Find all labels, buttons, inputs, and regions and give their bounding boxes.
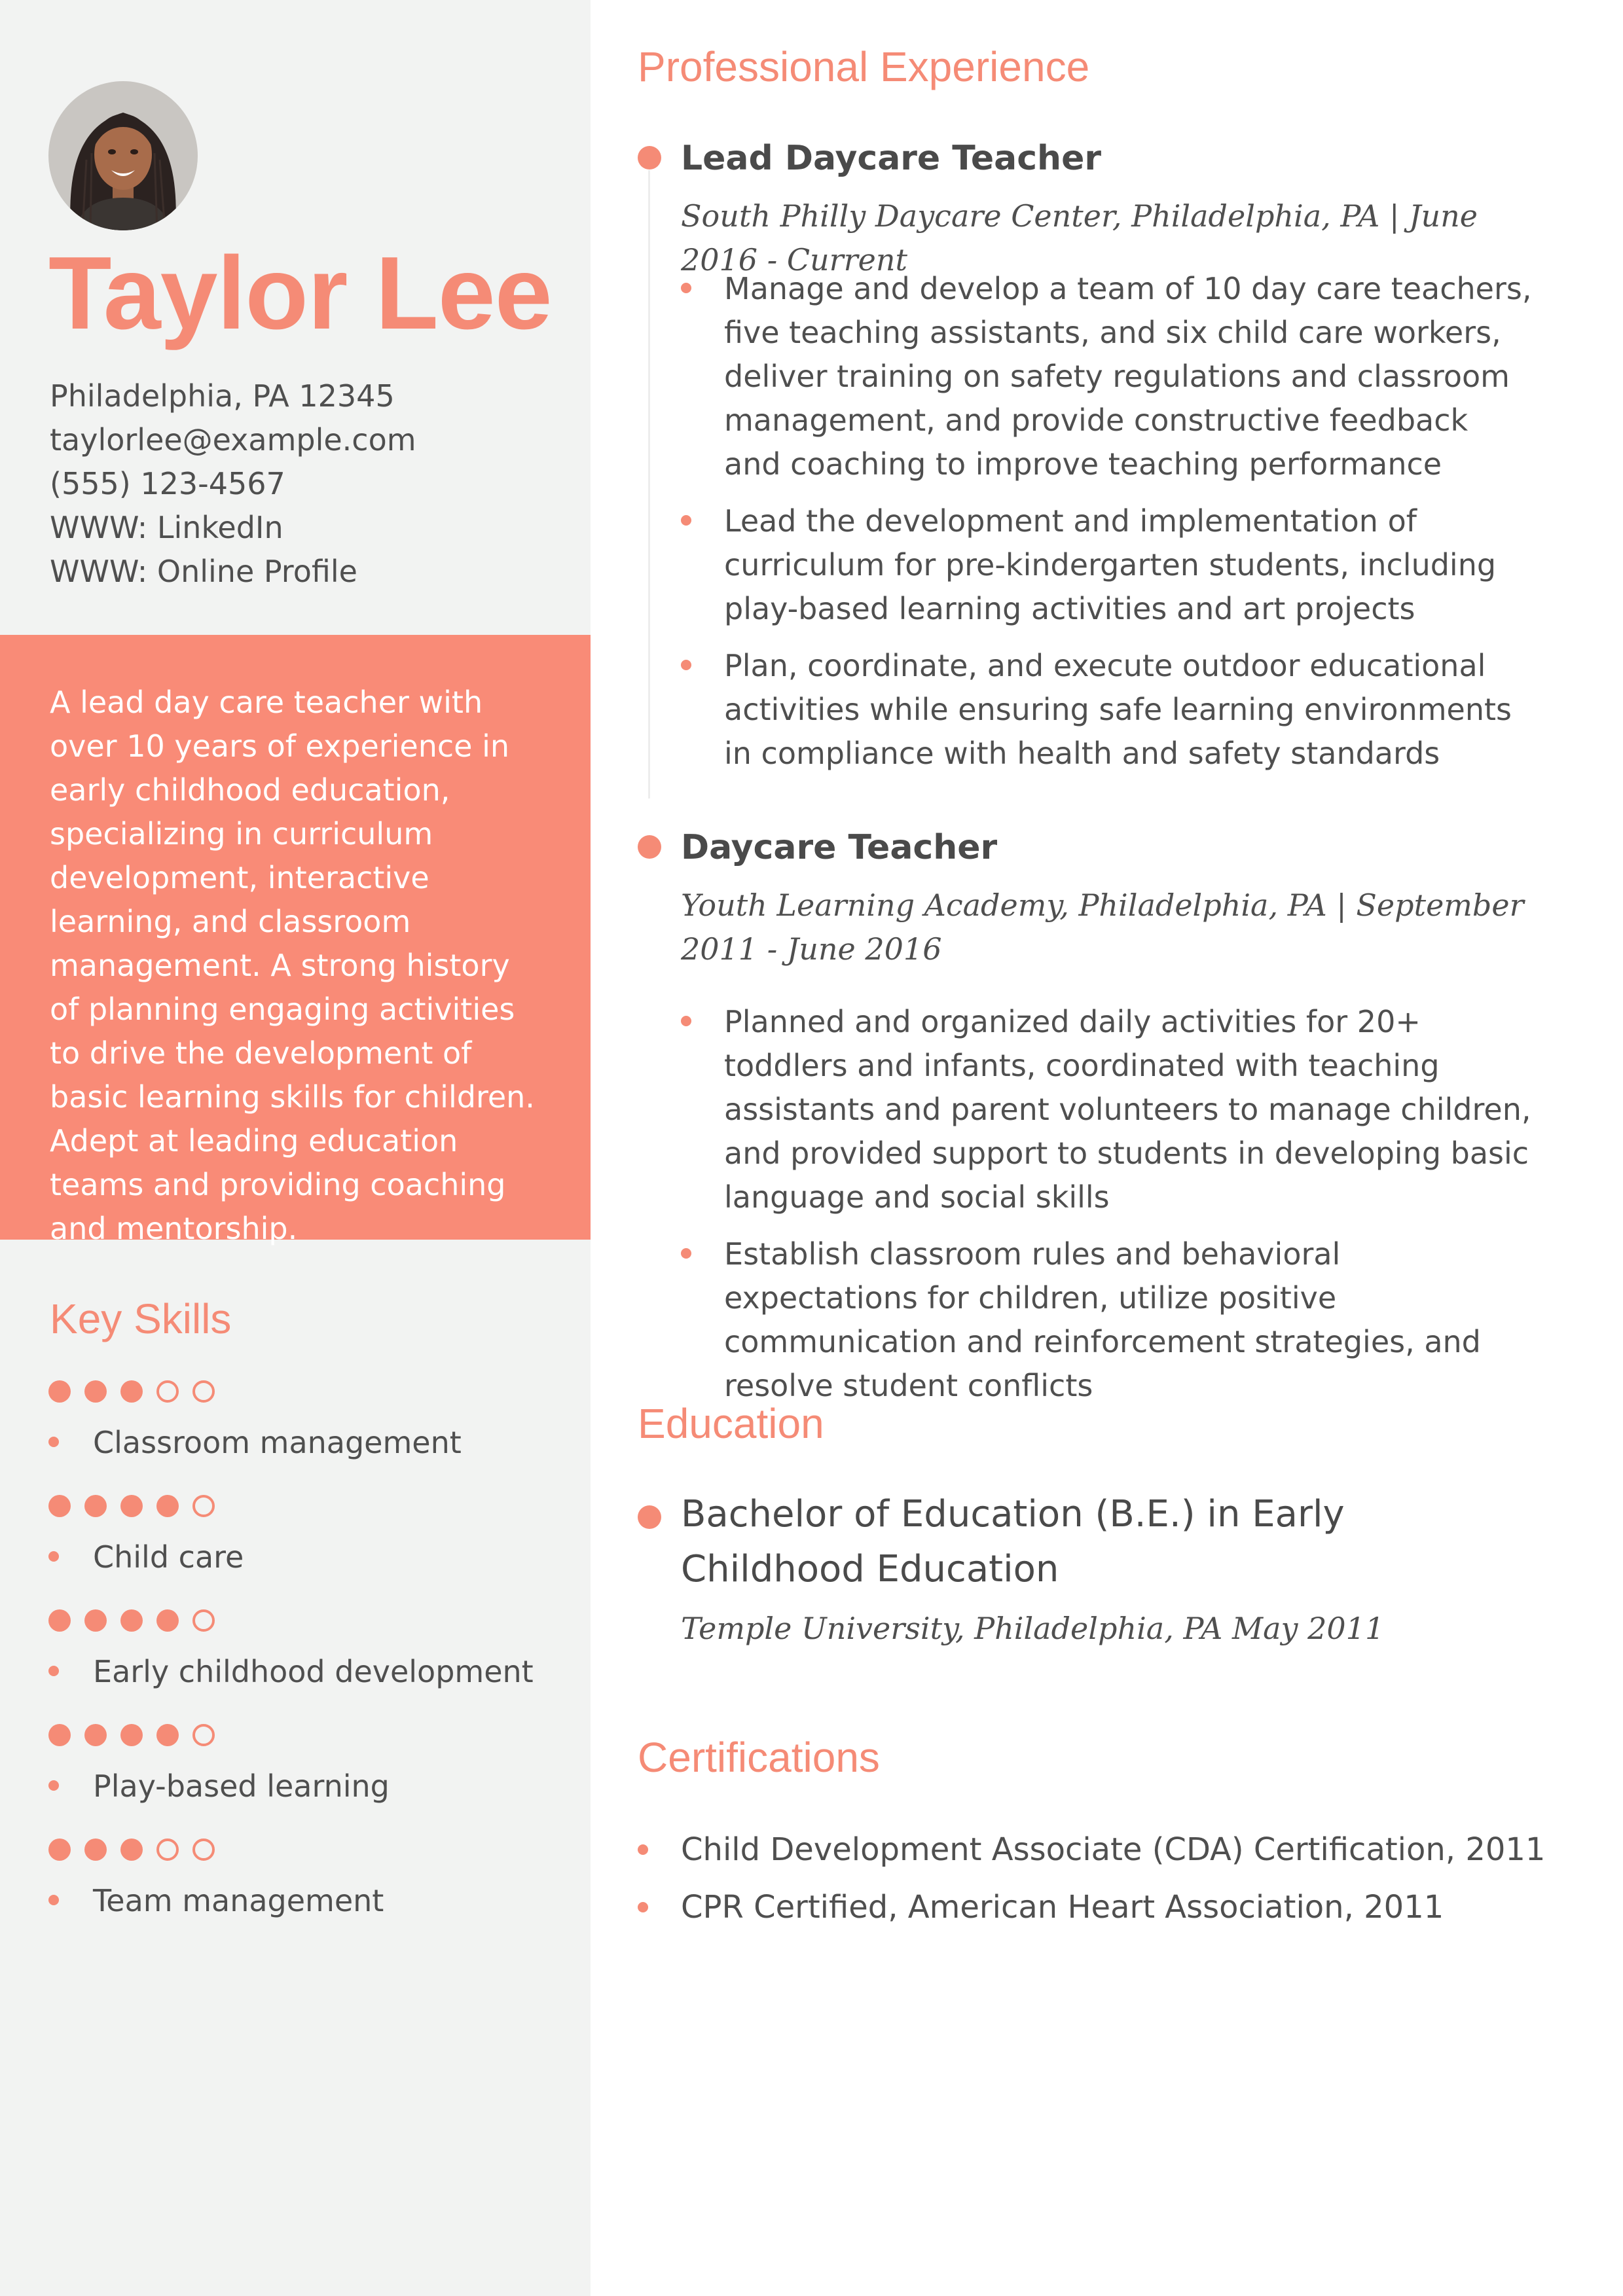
rating-dot-filled	[48, 1839, 71, 1861]
rating-dot-filled	[84, 1839, 107, 1861]
rating-dot-empty	[192, 1380, 215, 1403]
timeline-line	[648, 170, 650, 798]
job-bullets	[681, 267, 1532, 789]
bullet-icon	[48, 1551, 59, 1562]
skill-label: Early childhood development	[93, 1654, 534, 1689]
list-item: Establish classroom rules and behavioral expectations for children, utilize positive communication and reinforcement strategies, and resolve student conflicts	[681, 1232, 1532, 1408]
rating-dot-filled	[156, 1609, 179, 1632]
rating-dot-empty	[192, 1724, 215, 1746]
profile-photo	[48, 81, 198, 230]
rating-dot-filled	[120, 1609, 143, 1632]
rating-dot-filled	[84, 1609, 107, 1632]
rating-dot-filled	[48, 1380, 71, 1403]
list-item: Lead the development and implementation of curriculum for pre-kindergarten students, including play-based learning activities and art projects	[681, 499, 1532, 631]
contact-online-profile[interactable]: WWW: Online Profile	[50, 554, 357, 589]
certifications-heading: Certifications	[638, 1734, 880, 1781]
summary-text: A lead day care teacher with over 10 years of experience in early childhood education, specializing in curriculum development, interactive learning, and classroom management. A strong history of planning engaging activities to drive the development of basic learning skills for children. Adept at leading education teams and providing coaching and mentorship.	[50, 685, 535, 1246]
key-skills-heading: Key Skills	[50, 1295, 232, 1342]
rating-dot-filled	[156, 1724, 179, 1746]
experience-heading: Professional Experience	[638, 43, 1090, 90]
list-item: Manage and develop a team of 10 day care teachers, five teaching assistants, and six child care workers, deliver training on safety regulations and classroom management, and provide constructive feedback and coaching to improve teaching performance	[681, 267, 1532, 486]
rating-dot-empty	[192, 1609, 215, 1632]
summary-panel	[0, 635, 591, 1246]
skill-item	[48, 1609, 572, 1714]
list-item: Child Development Associate (CDA) Certification, 2011	[638, 1821, 1554, 1878]
rating-dot-filled	[120, 1724, 143, 1746]
skill-item	[48, 1380, 572, 1485]
skill-item	[48, 1495, 572, 1600]
list-item: CPR Certified, American Heart Association, 2011	[638, 1878, 1554, 1936]
bullet-icon	[48, 1437, 59, 1447]
rating-dot-filled	[120, 1495, 143, 1517]
skill-item	[48, 1839, 572, 1943]
rating-dot-filled	[156, 1495, 179, 1517]
rating-dot-filled	[120, 1839, 143, 1861]
timeline-dot	[638, 835, 661, 859]
skill-item	[48, 1724, 572, 1829]
rating-dot-filled	[84, 1724, 107, 1746]
job-bullets	[681, 1000, 1532, 1421]
job-meta: South Philly Daycare Center, Philadelphia, PA | June 2016 - Current	[681, 198, 1478, 278]
rating-dot-filled	[120, 1380, 143, 1403]
main-content	[591, 0, 1623, 2296]
candidate-name: Taylor Lee	[48, 236, 552, 351]
skill-label: Classroom management	[93, 1425, 462, 1460]
timeline-dot	[638, 1505, 661, 1529]
contact-email[interactable]: taylorlee@example.com	[50, 422, 416, 457]
skill-label: Team management	[93, 1883, 384, 1918]
skill-label: Child care	[93, 1539, 244, 1575]
job-title: Daycare Teacher	[681, 828, 998, 867]
rating-dot-filled	[48, 1495, 71, 1517]
degree-title: Bachelor of Education (B.E.) in Early Childhood Education	[681, 1493, 1345, 1590]
contact-linkedin[interactable]: WWW: LinkedIn	[50, 510, 283, 545]
rating-dot-empty	[156, 1380, 179, 1403]
rating-dot-filled	[48, 1609, 71, 1632]
skill-label: Play-based learning	[93, 1768, 390, 1804]
list-item: Planned and organized daily activities for 20+ toddlers and infants, coordinated with teaching assistants and parent volunteers to manage children, and provided support to students in developing basic language and social skills	[681, 1000, 1532, 1219]
certifications-list	[638, 1821, 1554, 1936]
timeline-dot	[638, 146, 661, 170]
rating-dot-empty	[192, 1495, 215, 1517]
list-item: Plan, coordinate, and execute outdoor educational activities while ensuring safe learning environments in compliance with health and safety standards	[681, 644, 1532, 776]
rating-dot-empty	[192, 1839, 215, 1861]
education-heading: Education	[638, 1400, 824, 1447]
contact-address: Philadelphia, PA 12345	[50, 378, 395, 414]
school-meta: Temple University, Philadelphia, PA May 2011	[681, 1611, 1385, 1646]
rating-dot-filled	[84, 1495, 107, 1517]
job-meta: Youth Learning Academy, Philadelphia, PA | September 2011 - June 2016	[681, 888, 1524, 967]
sidebar	[0, 0, 591, 2296]
rating-dot-filled	[84, 1380, 107, 1403]
rating-dot-empty	[156, 1839, 179, 1861]
bullet-icon	[48, 1895, 59, 1905]
bullet-icon	[48, 1666, 59, 1676]
bullet-icon	[48, 1780, 59, 1791]
job-title: Lead Daycare Teacher	[681, 139, 1101, 178]
rating-dot-filled	[48, 1724, 71, 1746]
contact-info	[50, 374, 574, 594]
contact-phone[interactable]: (555) 123-4567	[50, 466, 285, 501]
